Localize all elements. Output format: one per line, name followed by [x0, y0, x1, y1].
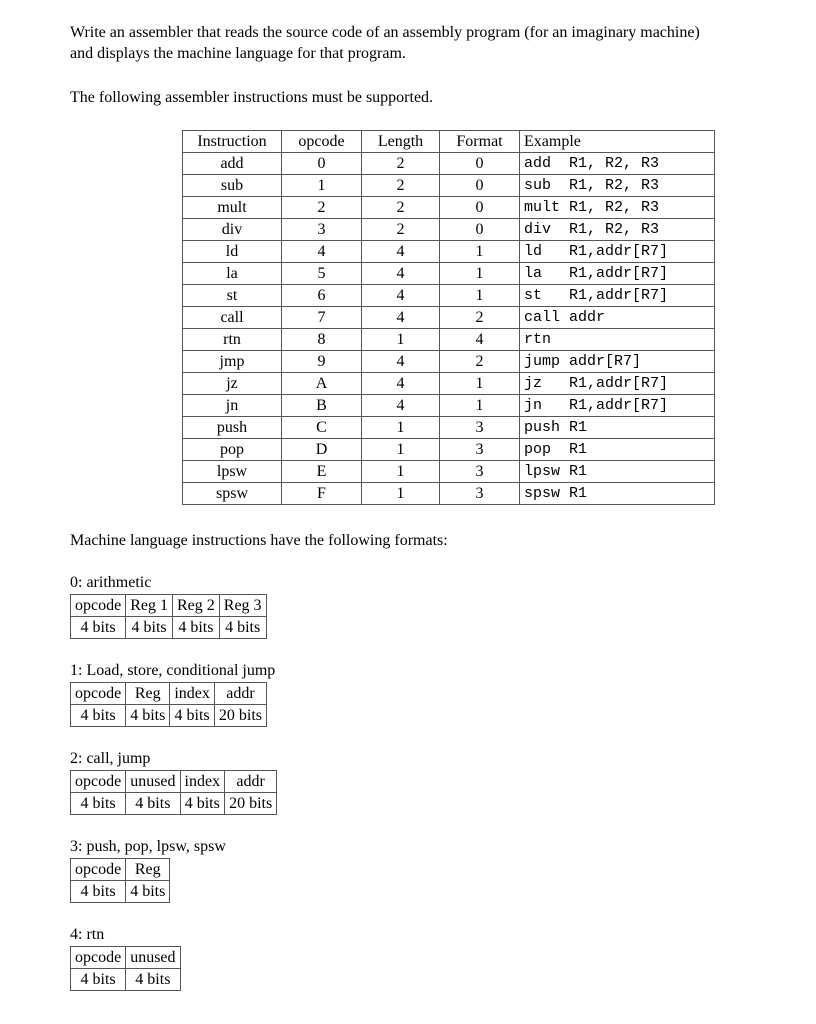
format-4-title: 4: rtn	[70, 926, 105, 943]
cell-instruction: mult	[183, 197, 282, 219]
format-2-size: 4 bits	[71, 793, 126, 815]
table-row	[183, 483, 715, 505]
cell-instruction: ld	[183, 241, 282, 263]
cell-opcode: B	[282, 395, 362, 417]
format-4-field: opcode	[71, 947, 126, 969]
table-row	[183, 307, 715, 329]
format-2-size: 4 bits	[180, 793, 225, 815]
cell-example: jz R1,addr[R7]	[520, 373, 715, 395]
supported-instructions-text: The following assembler instructions must be supported.	[70, 89, 434, 106]
cell-format: 3	[440, 439, 520, 461]
format-1-size: 4 bits	[126, 705, 170, 727]
cell-instruction: sub	[183, 175, 282, 197]
table-header-row	[183, 131, 715, 153]
cell-opcode: E	[282, 461, 362, 483]
format-2-size: 20 bits	[225, 793, 277, 815]
formats-intro-text: Machine language instructions have the following formats:	[70, 532, 448, 549]
format-1-table	[70, 682, 267, 727]
cell-example: add R1, R2, R3	[520, 153, 715, 175]
cell-example: ld R1,addr[R7]	[520, 241, 715, 263]
cell-instruction: spsw	[183, 483, 282, 505]
cell-instruction: pop	[183, 439, 282, 461]
cell-opcode: 9	[282, 351, 362, 373]
intro-line-1: Write an assembler that reads the source code of an assembly program (for an imaginary machine)	[70, 24, 700, 41]
cell-opcode: 7	[282, 307, 362, 329]
format-2-size: 4 bits	[126, 793, 180, 815]
cell-length: 4	[362, 373, 440, 395]
cell-example: rtn	[520, 329, 715, 351]
cell-instruction: add	[183, 153, 282, 175]
cell-example: jump addr[R7]	[520, 351, 715, 373]
format-2-field: addr	[225, 771, 277, 793]
cell-example: sub R1, R2, R3	[520, 175, 715, 197]
cell-example: pop R1	[520, 439, 715, 461]
format-0-field: Reg 1	[126, 595, 173, 617]
format-3-table	[70, 858, 170, 903]
format-4-field: unused	[126, 947, 180, 969]
column-header-length: Length	[362, 131, 440, 153]
cell-format: 3	[440, 483, 520, 505]
cell-format: 1	[440, 373, 520, 395]
cell-instruction: lpsw	[183, 461, 282, 483]
cell-example: call addr	[520, 307, 715, 329]
cell-opcode: 3	[282, 219, 362, 241]
cell-instruction: jn	[183, 395, 282, 417]
cell-format: 1	[440, 241, 520, 263]
format-1-field: index	[170, 683, 215, 705]
column-header-opcode: opcode	[282, 131, 362, 153]
cell-example: spsw R1	[520, 483, 715, 505]
cell-format: 3	[440, 417, 520, 439]
table-row	[183, 219, 715, 241]
cell-length: 2	[362, 197, 440, 219]
cell-opcode: 0	[282, 153, 362, 175]
cell-format: 4	[440, 329, 520, 351]
cell-length: 1	[362, 329, 440, 351]
cell-format: 1	[440, 263, 520, 285]
cell-opcode: 5	[282, 263, 362, 285]
format-2-table	[70, 770, 277, 815]
table-row	[183, 175, 715, 197]
cell-opcode: 6	[282, 285, 362, 307]
cell-opcode: 4	[282, 241, 362, 263]
cell-format: 0	[440, 219, 520, 241]
cell-instruction: jmp	[183, 351, 282, 373]
cell-format: 0	[440, 153, 520, 175]
table-row	[183, 263, 715, 285]
cell-length: 4	[362, 395, 440, 417]
table-row	[183, 439, 715, 461]
cell-instruction: st	[183, 285, 282, 307]
format-3-size: 4 bits	[126, 881, 170, 903]
cell-opcode: 2	[282, 197, 362, 219]
format-0-size: 4 bits	[172, 617, 219, 639]
format-1-field: addr	[214, 683, 266, 705]
table-row	[183, 329, 715, 351]
cell-opcode: 1	[282, 175, 362, 197]
cell-example: mult R1, R2, R3	[520, 197, 715, 219]
format-4-table	[70, 946, 181, 991]
cell-opcode: C	[282, 417, 362, 439]
table-row	[183, 461, 715, 483]
cell-opcode: 8	[282, 329, 362, 351]
cell-example: st R1,addr[R7]	[520, 285, 715, 307]
cell-length: 1	[362, 483, 440, 505]
column-header-format: Format	[440, 131, 520, 153]
format-1-size: 4 bits	[71, 705, 126, 727]
format-2-title: 2: call, jump	[70, 750, 151, 767]
table-row	[183, 197, 715, 219]
cell-instruction: div	[183, 219, 282, 241]
format-1-field: Reg	[126, 683, 170, 705]
cell-length: 4	[362, 285, 440, 307]
cell-opcode: D	[282, 439, 362, 461]
column-header-example: Example	[520, 131, 715, 153]
cell-format: 0	[440, 175, 520, 197]
format-3-title: 3: push, pop, lpsw, spsw	[70, 838, 226, 855]
format-0-table	[70, 594, 267, 639]
cell-format: 0	[440, 197, 520, 219]
cell-length: 2	[362, 153, 440, 175]
cell-format: 1	[440, 395, 520, 417]
cell-length: 2	[362, 219, 440, 241]
cell-format: 2	[440, 307, 520, 329]
format-0-size: 4 bits	[71, 617, 126, 639]
format-0-field: Reg 2	[172, 595, 219, 617]
instruction-table	[182, 130, 715, 505]
format-2-field: unused	[126, 771, 180, 793]
cell-instruction: call	[183, 307, 282, 329]
cell-instruction: jz	[183, 373, 282, 395]
table-row	[183, 395, 715, 417]
format-4-size: 4 bits	[126, 969, 180, 991]
cell-format: 1	[440, 285, 520, 307]
table-row	[183, 241, 715, 263]
cell-length: 1	[362, 461, 440, 483]
format-3-field: Reg	[126, 859, 170, 881]
cell-length: 4	[362, 351, 440, 373]
cell-example: jn R1,addr[R7]	[520, 395, 715, 417]
format-2-field: index	[180, 771, 225, 793]
cell-example: la R1,addr[R7]	[520, 263, 715, 285]
intro-line-2: and displays the machine language for that program.	[70, 45, 406, 62]
format-1-field: opcode	[71, 683, 126, 705]
table-row	[183, 285, 715, 307]
cell-length: 2	[362, 175, 440, 197]
cell-length: 4	[362, 307, 440, 329]
format-1-size: 4 bits	[170, 705, 215, 727]
table-row	[183, 417, 715, 439]
cell-length: 1	[362, 417, 440, 439]
column-header-instruction: Instruction	[183, 131, 282, 153]
cell-length: 4	[362, 263, 440, 285]
cell-example: push R1	[520, 417, 715, 439]
table-row	[183, 373, 715, 395]
format-0-title: 0: arithmetic	[70, 574, 152, 591]
format-0-field: Reg 3	[219, 595, 266, 617]
cell-opcode: A	[282, 373, 362, 395]
cell-length: 4	[362, 241, 440, 263]
cell-format: 3	[440, 461, 520, 483]
format-0-size: 4 bits	[126, 617, 173, 639]
format-2-field: opcode	[71, 771, 126, 793]
format-3-field: opcode	[71, 859, 126, 881]
format-0-field: opcode	[71, 595, 126, 617]
cell-instruction: rtn	[183, 329, 282, 351]
format-4-size: 4 bits	[71, 969, 126, 991]
format-1-title: 1: Load, store, conditional jump	[70, 662, 276, 679]
format-1-size: 20 bits	[214, 705, 266, 727]
cell-length: 1	[362, 439, 440, 461]
cell-instruction: push	[183, 417, 282, 439]
cell-instruction: la	[183, 263, 282, 285]
cell-opcode: F	[282, 483, 362, 505]
format-3-size: 4 bits	[71, 881, 126, 903]
table-row	[183, 351, 715, 373]
format-0-size: 4 bits	[219, 617, 266, 639]
table-row	[183, 153, 715, 175]
cell-format: 2	[440, 351, 520, 373]
cell-example: lpsw R1	[520, 461, 715, 483]
cell-example: div R1, R2, R3	[520, 219, 715, 241]
